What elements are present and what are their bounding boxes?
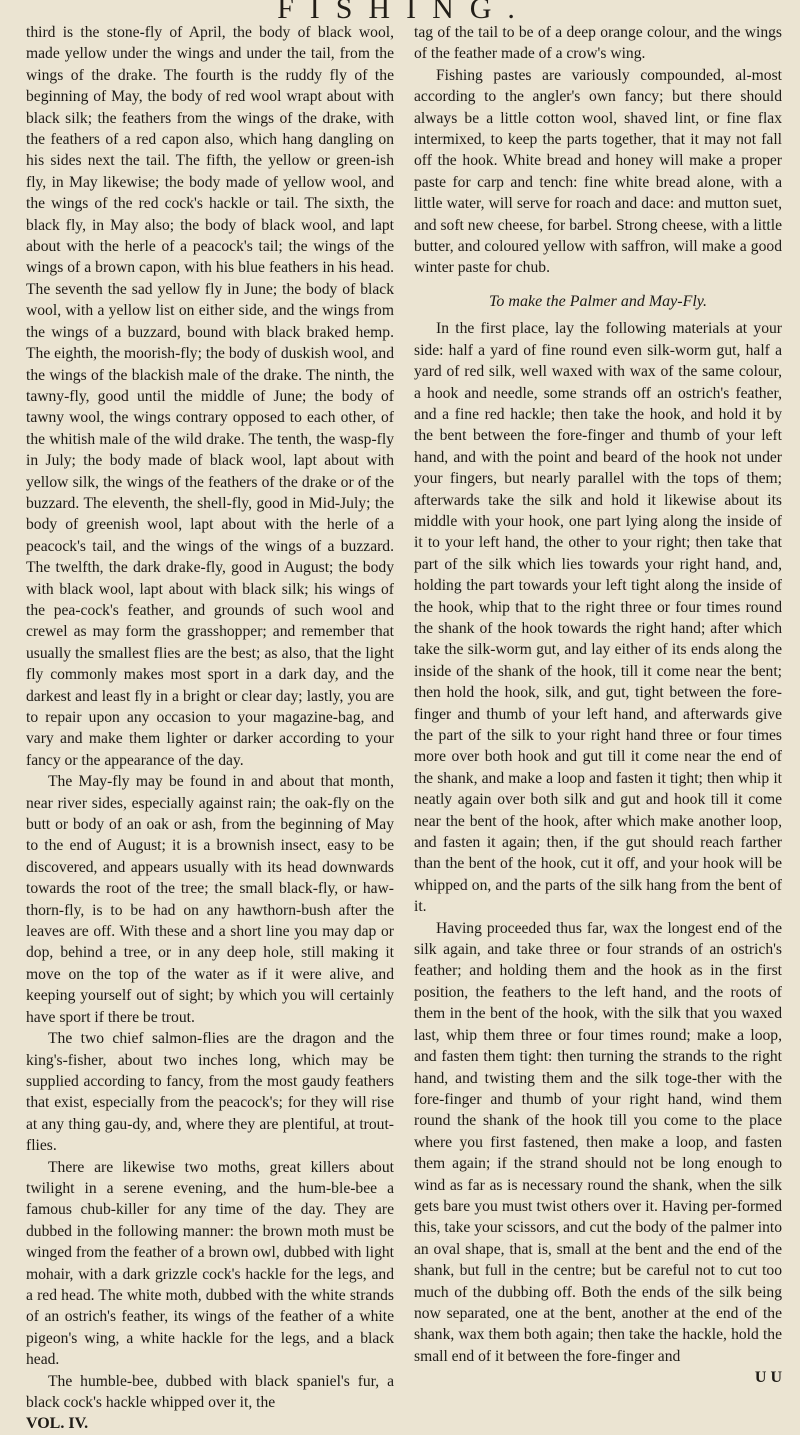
left-column: [26, 22, 394, 1435]
section-subheading: To make the Palmer and May-Fly.: [488, 292, 708, 310]
signature-mark: U U: [754, 1369, 782, 1387]
left-paragraph-2: The May-fly may be found in and about that month, near river sides, especially against rain; the oak-fly on the butt or body of an oak or ash, from the beginning of May to the end of August; it is a brownish insect, easy to be discovered, and appears usually with its head downwards towards the root of the tree; the small black-fly, or haw-thorn-fly, is to be had on any hawthorn-bush after the leaves are off. With these and a short line you may dap or dop, behind a tree, or in any deep hole, still making it move on the top of the water as if it were alive, and keeping yourself out of sight; by which you will certainly have sport if there be trout.: [26, 773, 394, 1026]
page-header: FISHING.: [277, 0, 531, 22]
page-footer: [26, 1413, 394, 1434]
right-paragraph-4: Having proceeded thus far, wax the longest end of the silk again, and take three or four strands of an ostrich's feather; and holding them and the hook as in the first position, the feathers to the left hand, and the roots of them in the bent of the hook, with the silk that you waxed last, whip them three or four times round; make a loop, and fasten them tight: then turning the strands to the right hand, and twisting them and the silk toge-ther with the fore-finger and thumb of your right hand, wind them round the shank of the hook till you come to the place where you first fastened, then make a loop, and fasten them again; if the strand should not be long enough to wind as far as is necessary round the shank, when the silk gets bare you must twist others over it. Having per-formed this, take your scissors, and cut the body of the palmer into an oval shape, that is, small at the bent and the end of the shank, but full in the centre; but be careful not to cut too much of the dubbing off. Both the ends of the silk being now separated, one at the bent, another at the end of the shank, wax them both again; then take the hackle, hold the small end of it between the fore-finger and: [414, 919, 782, 1365]
volume-label: VOL. IV.: [26, 1415, 89, 1433]
right-column: [414, 22, 782, 1435]
left-paragraph-4: There are likewise two moths, great killers about twilight in a serene evening, and the hum-ble-bee a famous chub-killer for any time of the day. They are dubbed in the following manner: the brown moth must be winged from the feather of a brown owl, dubbed with light mohair, with a dark grizzle cock's hackle for the legs, and a red head. The white moth, dubbed with the white strands of an ostrich's feather, its wings of the feather of a white pigeon's wing, a white hackle for the legs, and a black head.: [26, 1158, 394, 1369]
right-paragraph-1: tag of the tail to be of a deep orange colour, and the wings of the feather made of a crow's wing.: [414, 24, 782, 63]
left-paragraph-5: The humble-bee, dubbed with black spaniel's fur, a black cock's hackle whipped over it, the: [26, 1372, 394, 1411]
text-columns: [26, 22, 782, 1435]
left-paragraph-3: The two chief salmon-flies are the dragon and the king's-fisher, about two inches long, which may be supplied according to fancy, from the most gaudy feathers that exist, especially from the peacock's; for they will rise at any thing gau-dy, and, where they are plentiful, at trout-flies.: [26, 1030, 394, 1155]
signature-row: [414, 1367, 782, 1388]
left-paragraph-1: third is the stone-fly of April, the body of black wool, made yellow under the wings and under the tail, from the wings of the drake. The fourth is the ruddy fly of the beginning of May, the body of red wool wrapt about with black silk; the feathers from the wings of the drake, with the feathers of a red capon also, which hang dangling on his sides next the tail. The fifth, the yellow or green-ish fly, in May likewise; the body made of yellow wool, and the wings of the red cock's hackle or tail. The sixth, the black fly, in May also; the body of black wool, and lapt about with the herle of a peacock's tail; the wings of the wings of a brown capon, with his blue feathers in his head. The seventh the sad yellow fly in June; the body of black wool, with a yellow list on either side, and the wings from the wings of a buzzard, bound with black braked hemp. The eighth, the moorish-fly; the body of duskish wool, and the wings of the blackish male of the drake. The ninth, the tawny-fly, good until the middle of June; the body of tawny wool, the wings contrary opposed to each other, of the whitish male of the wild drake. The tenth, the wasp-fly in July; the body made of black wool, lapt about with yellow silk, the wings of the feathers of the drake or of the buzzard. The eleventh, the shell-fly, good in Mid-July; the body of greenish wool, lapt about with the herle of a peacock's tail, and the wings of the wings of a buzzard. The twelfth, the dark drake-fly, good in August; the body with black wool, lapt about with black silk; his wings of the pea-cock's feather, and grounds of such wool and crewel as may form the grasshopper; and remember that usually the smallest flies are the best; as also, that the light fly commonly makes most sport in a dark day, and the darkest and least fly in a bright or clear day; lastly, you are to repair upon any occasion to your magazine-bag, and vary and make them lighter or darker according to your fancy or the appearance of the day.: [26, 24, 394, 769]
right-paragraph-2: Fishing pastes are variously compounded, al-most according to the angler's own fancy; but there should always be a little cotton wool, shaved lint, or fine flax intermixed, to keep the parts together, that it may not fall off the hook. White bread and honey will make a proper paste for carp and tench: fine white bread alone, with a little water, will serve for roach and dace: and mutton suet, and soft new cheese, for barbel. Strong cheese, with a little butter, and coloured yellow with saffron, will make a good winter paste for chub.: [414, 66, 782, 277]
right-paragraph-3: In the first place, lay the following materials at your side: half a yard of fine round even silk-worm gut, half a yard of red silk, well waxed with wax of the same colour, a hook and needle, some strands off an ostrich's feather, and a fine red hackle; then take the hook, and hold it by the bent between the fore-finger and thumb of your left hand, and with the point and beard of the hook not under your fingers, but nearly parallel with the tops of them; afterwards take the silk and hold it likewise about its middle with your hook, one part lying along the inside of it to your left hand, the other to your right; then take that part of the silk which lies towards your right hand, and, holding the part towards your left tight along the inside of the hook, whip that to the right three or four times round the shank of the hook towards the right hand; after which take the silk-worm gut, and lay either of its ends along the inside of the shank of the hook, till it come near the bent; then hold the hook, silk, and gut, tight between the fore-finger and thumb of your left hand, and afterwards give the part of the silk to your right hand three or four times more over both hook and gut till it come near the end of the shank, and make a loop and fasten it tight; then whip it neatly again over both silk and gut and hook till it come near the bent of the hook, after which make another loop, and fasten it again; then, if the gut should reach farther than the bent of the hook, cut it off, and your hook will be whipped on, and the parts of the silk hang from the bent of it.: [414, 320, 782, 916]
